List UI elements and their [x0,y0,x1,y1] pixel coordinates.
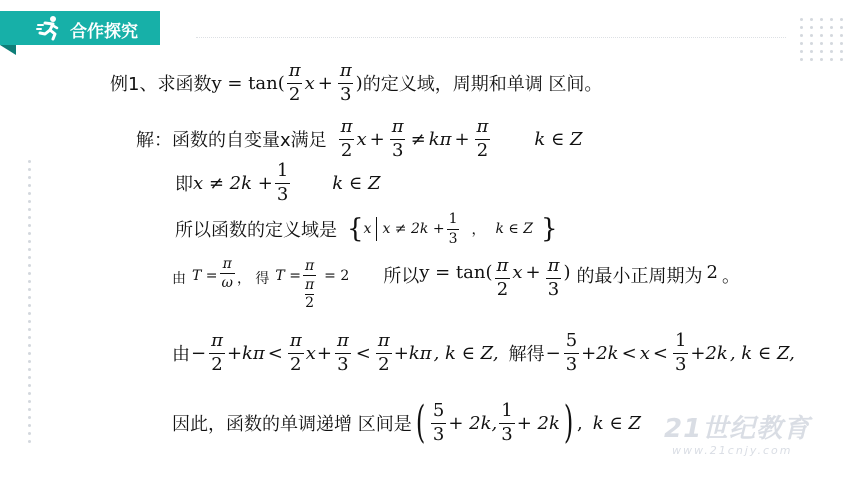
solution-period: 由 T = $\frac{\pi}{\omega}$ ， 得 T = π π 2 = 2 所以 y = tan( $\frac{\pi}{2}$ x + $\frac{\pi}{3}$ ) 的最小正周期为 2 。 [172,255,740,311]
decorative-dot [28,216,31,219]
decorative-dot [28,408,31,411]
badge-fold [0,45,16,55]
decorative-dot [28,328,31,331]
decorative-dot [28,432,31,435]
decorative-dot [28,288,31,291]
decorative-dot [28,232,31,235]
example-statement: 例1、求函数 y = tan( $\frac{\pi}{2}$ x + $\frac{\pi}{3}$ ) 的定义域，周期和单调 区间。 [110,59,603,105]
fraction-pi-over-3: $\frac{\pi}{3}$ [339,59,352,105]
solution-simplified: 即 x ≠ 2k + $\frac{1}{3}$ k ∈ Z [175,159,381,205]
decorative-dot [28,248,31,251]
decorative-dot [28,240,31,243]
decorative-dot [28,416,31,419]
running-person-icon [36,15,62,41]
decorative-dot [820,58,823,61]
decorative-dot [28,368,31,371]
decorative-dot [28,344,31,347]
decorative-dot [28,336,31,339]
header-divider [196,37,786,38]
decorative-dot [820,34,823,37]
decorative-dot [28,440,31,443]
decorative-dot [28,192,31,195]
decorative-dot [810,42,813,45]
solution-domain: 所以函数的定义域是 { x x ≠ 2k + $\frac{1}{3}$ ， k ∈ Z } [175,211,558,247]
decorative-dot [800,26,803,29]
decorative-dot [800,50,803,53]
decorative-dot [830,42,833,45]
decorative-dot [830,50,833,53]
decorative-dot [840,26,843,29]
decorative-dot [810,50,813,53]
decorative-dot [840,58,843,61]
decorative-dot [810,34,813,37]
fraction-pi-over-2: $\frac{\pi}{2}$ [288,59,301,105]
decorative-dot [28,160,31,163]
decorative-dot [820,42,823,45]
decorative-dot [28,424,31,427]
decorative-dot [28,200,31,203]
decorative-dot [28,320,31,323]
solution-monotonic-inequality: 由 − $\frac{\pi}{2}$ +kπ < $\frac{\pi}{2}$ x + $\frac{\pi}{3}$ < $\frac{\pi}{2}$ +kπ , k ∈ Z, 解得 − $\frac{5}{3}$ +2k < x < $\frac{1}{3}$ +2k , k ∈ Z, [172,329,795,375]
decorative-dot [28,296,31,299]
watermark-logo: 21世纪教育 www.21cnjy.com [664,414,811,457]
decorative-dot [28,376,31,379]
decorative-dot [840,18,843,21]
decorative-dot [28,360,31,363]
decorative-dot [28,304,31,307]
solution-result-interval: 因此，函数的单调递增 区间是 ( $\frac{5}{3}$ + 2k, $\frac{1}{3}$ + 2k ) , k ∈ Z [172,397,641,448]
decorative-dot [28,384,31,387]
decorative-dot [840,42,843,45]
decorative-dot [28,272,31,275]
decorative-dot [28,400,31,403]
decorative-dot [28,176,31,179]
solution-condition: 解：函数的自变量x满足 $\frac{\pi}{2}$ x + $\frac{\pi}{3}$ ≠ kπ + $\frac{\pi}{2}$ k ∈ Z [136,115,583,161]
decorative-dot [800,42,803,45]
decorative-dot [28,352,31,355]
decorative-dot [28,184,31,187]
decorative-dot [840,34,843,37]
decorative-dot [810,58,813,61]
decorative-dot [28,208,31,211]
decorative-dot [820,50,823,53]
decorative-dot [830,18,833,21]
decorative-dot [810,26,813,29]
decorative-dot [830,58,833,61]
decorative-dot [28,392,31,395]
decorative-dot [820,18,823,21]
decorative-dot [28,256,31,259]
decorative-dot [830,26,833,29]
decorative-dot [840,50,843,53]
decorative-dot [28,168,31,171]
decorative-dot [28,224,31,227]
section-title: 合作探究 [70,22,138,42]
decorative-dot [810,18,813,21]
decorative-dot [28,264,31,267]
decorative-dot [830,34,833,37]
decorative-dot [28,312,31,315]
decorative-dot [800,34,803,37]
section-header-badge [0,11,160,45]
decorative-dot [820,26,823,29]
decorative-dot [800,58,803,61]
decorative-dot [800,18,803,21]
decorative-dot [28,280,31,283]
